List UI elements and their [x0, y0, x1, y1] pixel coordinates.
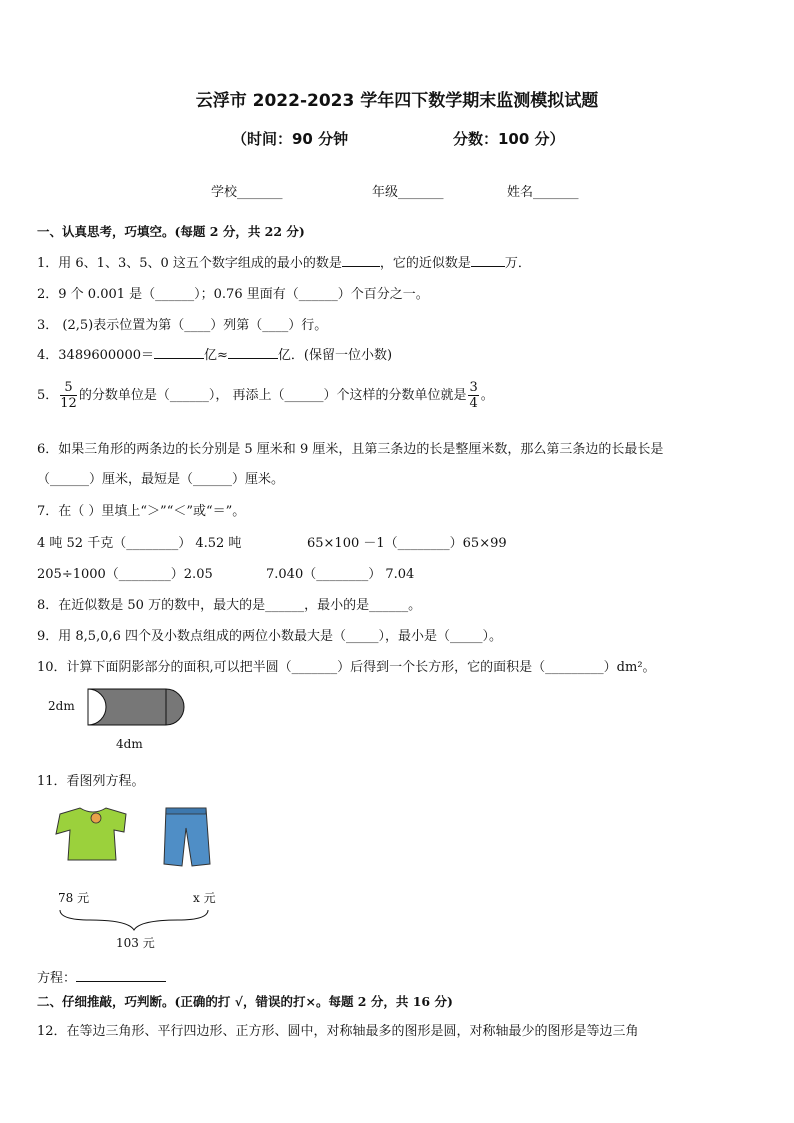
blank — [154, 346, 204, 359]
blank — [471, 254, 505, 267]
exam-time: （时间：90 分钟 — [232, 130, 349, 148]
fraction-denominator: 4 — [469, 396, 478, 411]
figure-10 — [40, 685, 200, 760]
shirt-icon — [56, 808, 126, 860]
grade-field: 年级_______ — [372, 185, 444, 200]
school-field: 学校_______ — [211, 185, 283, 200]
question-10: 10．计算下面阴影部分的面积,可以把半圆（_______）后得到一个长方形，它的面积是（_________）dm²。 — [37, 660, 656, 675]
question-1 — [37, 252, 531, 271]
fraction-numerator: 3 — [469, 380, 478, 395]
question-5 — [37, 380, 494, 411]
exam-score: 分数：100 分） — [453, 130, 565, 148]
fraction-numerator: 5 — [60, 380, 77, 396]
q4-text-c: 亿．(保留一位小数) — [277, 348, 393, 363]
q4-text-a: 4．3489600000＝ — [37, 348, 154, 363]
question-11: 11．看图列方程。 — [37, 774, 145, 789]
q5-number: 5． — [37, 388, 59, 403]
q5-text-b: 的分数单位是（______）， 再添上（______）个这样的分数单位就是 — [78, 388, 467, 403]
question-2: 2．9 个 0.001 是（______）；0.76 里面有（______）个百分之一。 — [37, 287, 429, 302]
q1-text-a: 1．用 6、1、3、5、0 这五个数字组成的最小的数是 — [37, 256, 342, 271]
q1-text-b: ，它的近似数是 — [379, 256, 471, 271]
question-12: 12．在等边三角形、平行四边形、正方形、圆中，对称轴最多的图形是圆，对称轴最少的图形是等边三角 — [37, 1024, 639, 1039]
question-7-r2b: 7.040（________） 7.04 — [266, 567, 415, 582]
fraction-3-4 — [468, 380, 478, 411]
question-6-line-1: 6．如果三角形的两条边的长分别是 5 厘米和 9 厘米，且第三条边的长是整厘米数，那么第三条边的长最长是 — [37, 442, 664, 457]
fraction-5-12 — [60, 380, 77, 411]
question-9: 9．用 8,5,0,6 四个及小数点组成的两位小数最大是（_____），最小是（_____）。 — [37, 629, 503, 644]
fraction-denominator: 12 — [60, 396, 77, 411]
pants-icon — [164, 808, 210, 866]
equation-label: 方程： — [37, 971, 77, 986]
blank — [76, 969, 166, 982]
question-3: 3． (2,5)表示位置为第（____）列第（____）行。 — [37, 318, 328, 333]
height-label: 2dm — [48, 699, 75, 713]
q1-text-c: 万． — [504, 256, 531, 271]
width-label: 4dm — [116, 737, 143, 751]
total-price-label: 103 元 — [116, 936, 155, 950]
question-7-title: 7．在（ ）里填上“＞”“＜”或“＝”。 — [37, 504, 246, 519]
question-6-line-2: （______）厘米，最短是（______）厘米。 — [37, 472, 285, 487]
blank — [228, 346, 278, 359]
question-8: 8．在近似数是 50 万的数中，最大的是______，最小的是______。 — [37, 598, 422, 613]
section-2-heading: 二、仔细推敲，巧判断。(正确的打 √，错误的打×。每题 2 分，共 16 分) — [37, 994, 453, 1009]
pants-price-label: x 元 — [193, 891, 216, 905]
shirt-price-label: 78 元 — [58, 891, 90, 905]
blank — [342, 254, 380, 267]
q4-text-b: 亿≈ — [203, 348, 228, 363]
q5-text-c: 。 — [480, 388, 494, 403]
section-1-heading: 一、认真思考，巧填空。(每题 2 分，共 22 分) — [37, 224, 305, 239]
question-7-r1b: 65×100 －1（________）65×99 — [307, 536, 507, 551]
question-7-r2a: 205÷1000（________）2.05 — [37, 567, 213, 582]
question-4 — [37, 344, 392, 363]
name-field: 姓名_______ — [507, 185, 579, 200]
equation-line — [37, 967, 166, 986]
question-7-r1a: 4 吨 52 千克（________） 4.52 吨 — [37, 536, 242, 551]
exam-title: 云浮市 2022-2023 学年四下数学期末监测模拟试题 — [195, 91, 599, 111]
figure-11 — [40, 800, 240, 960]
